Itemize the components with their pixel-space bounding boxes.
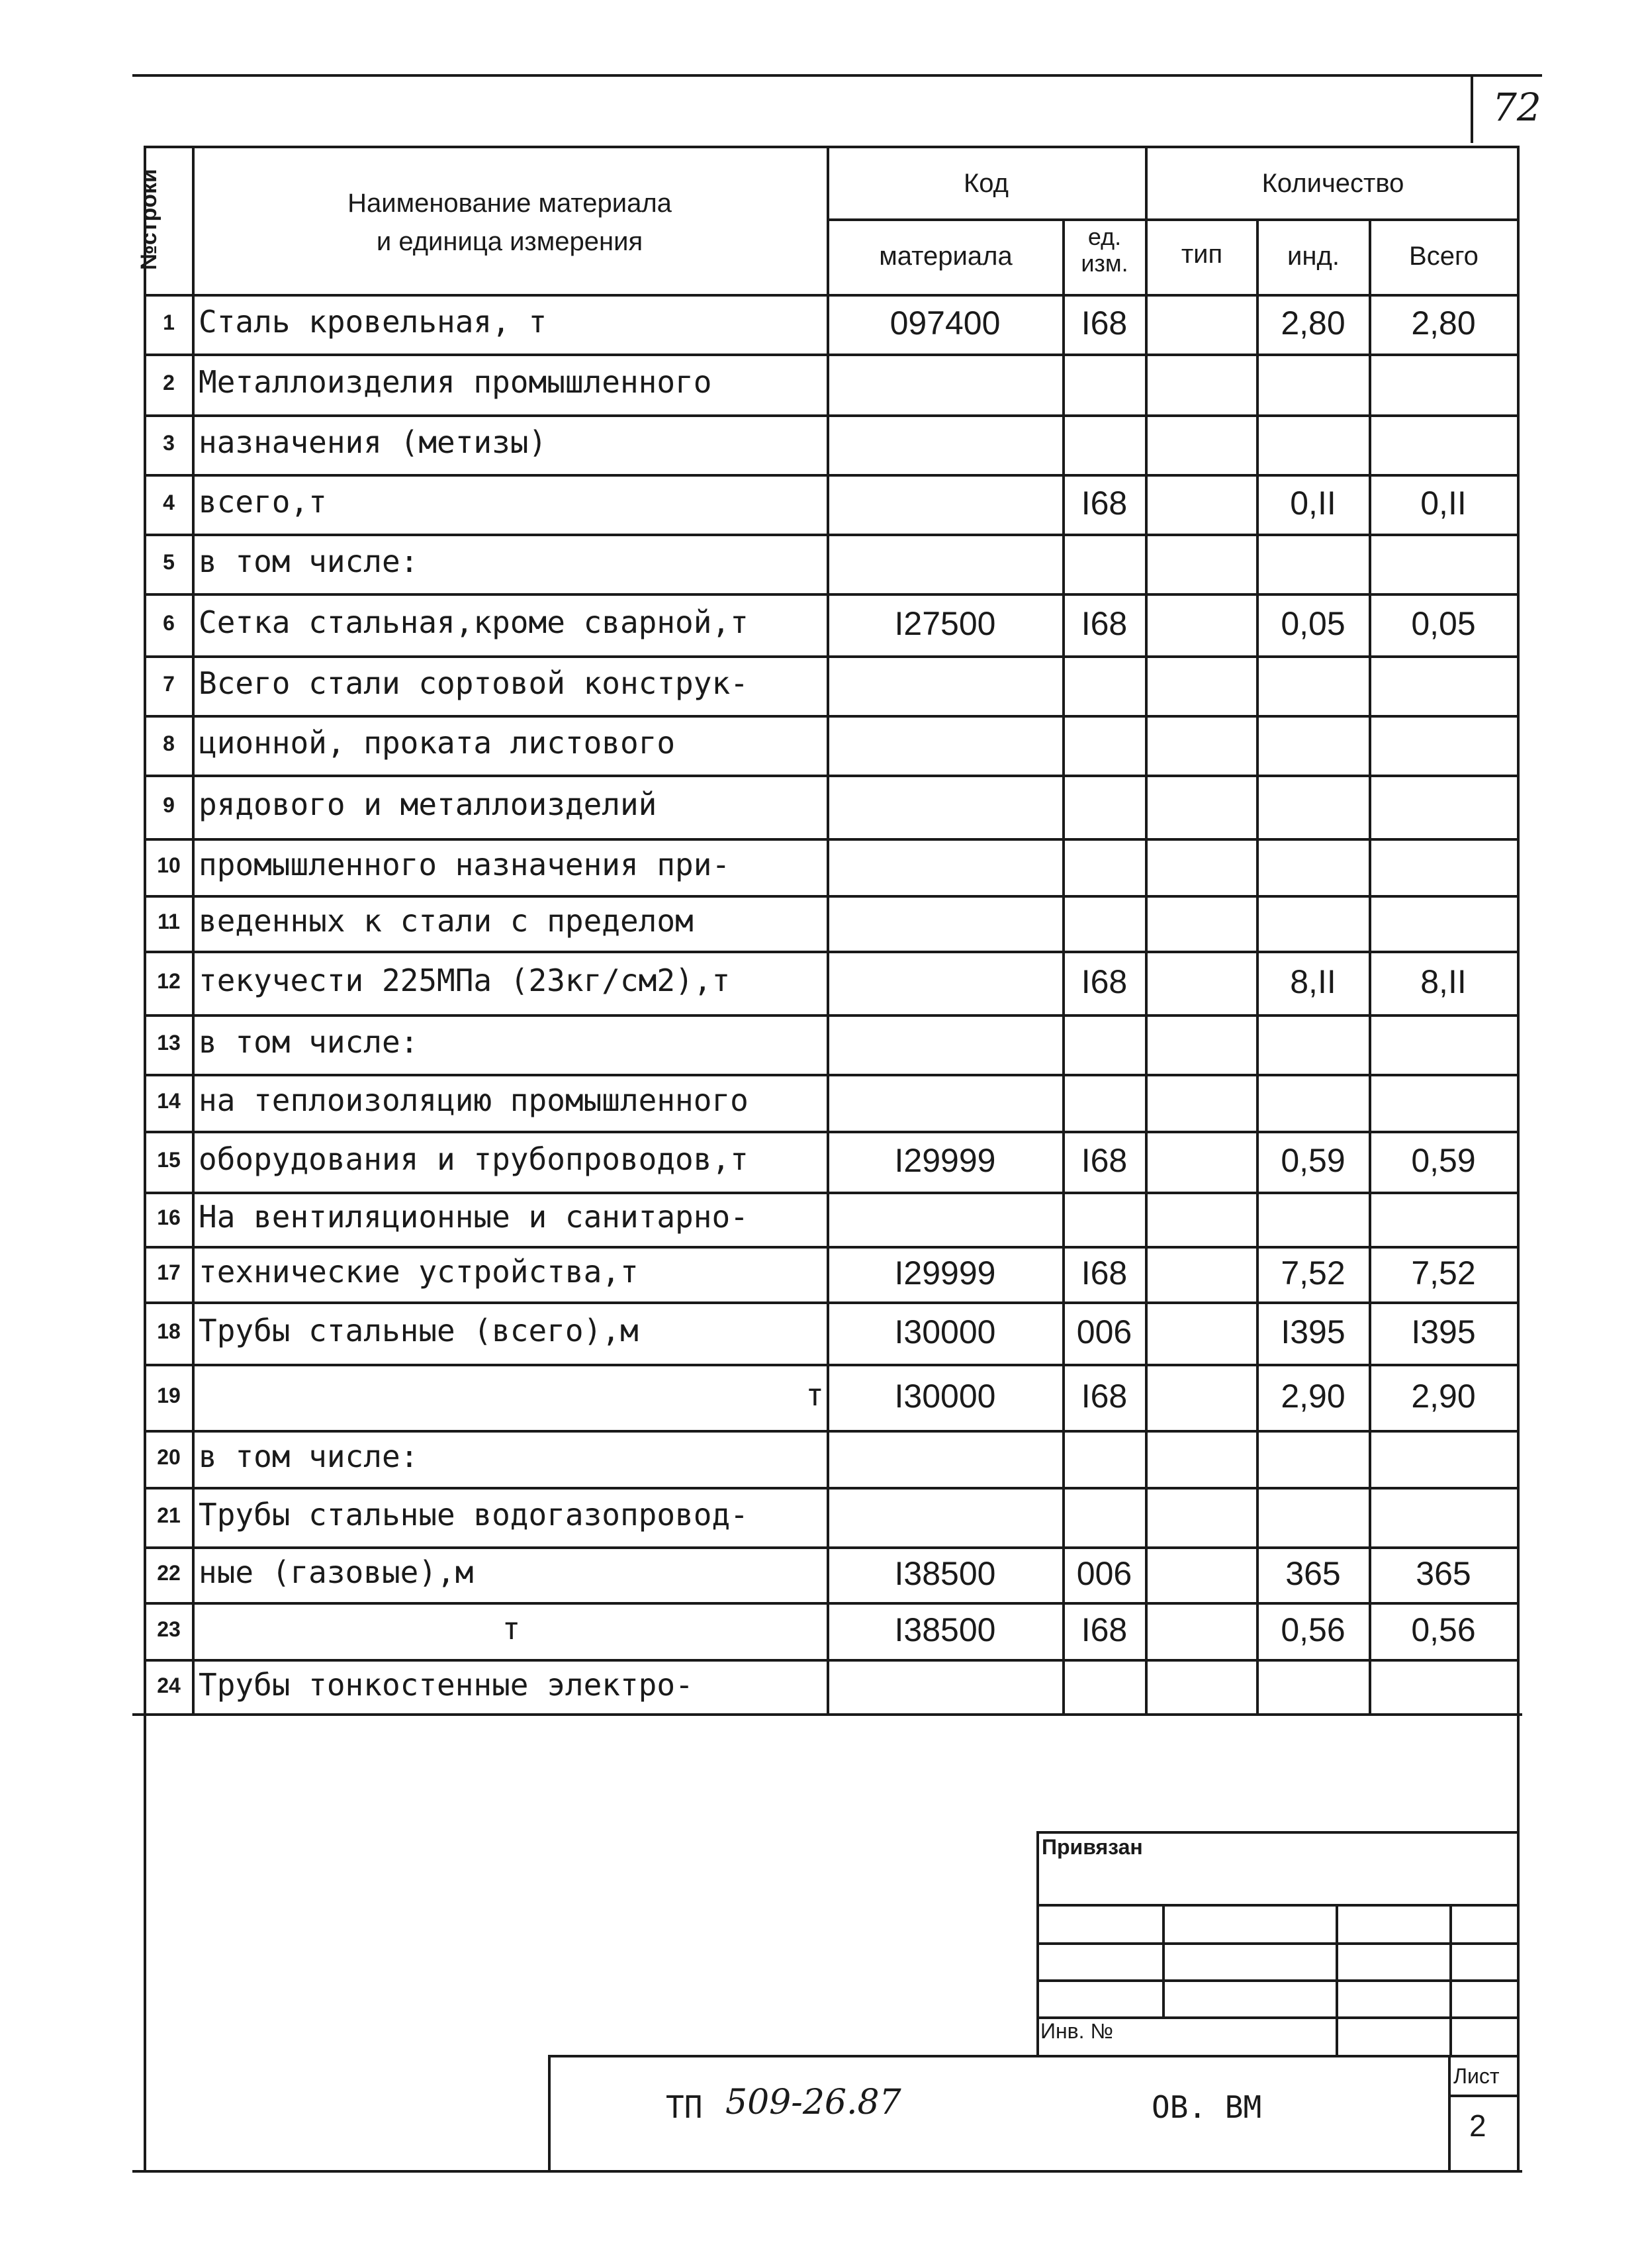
- row-divider-line: [144, 1014, 1520, 1017]
- row-number-cell: 8: [163, 732, 175, 755]
- material-name-cell: назначения (метизы): [199, 424, 547, 460]
- header-quantity: Количество: [1261, 169, 1404, 198]
- quantity-ind-cell: 0,56: [1281, 1611, 1346, 1648]
- top-border-line: [132, 74, 1542, 77]
- stamp-privyazan-top: [1036, 1831, 1520, 1834]
- row-divider-line: [144, 354, 1520, 356]
- material-code-cell: I29999: [894, 1142, 996, 1179]
- material-name-cell: Трубы стальные водогазопровод-: [199, 1497, 749, 1533]
- row-divider-line: [144, 1546, 1520, 1549]
- row-divider-line: [144, 951, 1520, 953]
- quantity-total-cell: 2,90: [1411, 1378, 1476, 1415]
- material-code-cell: I38500: [894, 1611, 996, 1648]
- row-number-cell: 6: [163, 611, 175, 635]
- table-row: [0, 715, 1522, 775]
- stamp-grid-line-2: [1036, 1942, 1520, 1945]
- row-number-cell: 10: [157, 853, 181, 877]
- header-qty-total: Всего: [1409, 242, 1479, 271]
- row-number-cell: 13: [157, 1031, 181, 1055]
- quantity-total-cell: 0,05: [1411, 605, 1476, 642]
- table-row: [0, 294, 1522, 354]
- stamp-grid-col-3: [1449, 1904, 1452, 2055]
- material-name-cell: в том числе:: [199, 543, 419, 579]
- material-name-cell: веденных к стали с пределом: [199, 903, 694, 939]
- material-name-cell: в том числе:: [199, 1024, 419, 1060]
- header-row-number: №строки: [136, 169, 161, 270]
- material-name-cell: ционной, проката листового: [199, 725, 676, 761]
- unit-code-cell: I68: [1081, 605, 1128, 642]
- quantity-ind-cell: I395: [1281, 1313, 1346, 1350]
- table-bottom-line: [132, 1713, 1522, 1716]
- header-code-unit: ед. изм.: [1081, 223, 1128, 277]
- material-name-cell: Металлоизделия промышленного: [199, 364, 712, 400]
- header-mid-line: [827, 218, 1520, 221]
- row-divider-line: [144, 1192, 1520, 1194]
- stamp-doc-code: ОВ. ВМ: [1152, 2089, 1262, 2125]
- stamp-grid-line-1: [1036, 1904, 1520, 1907]
- quantity-total-cell: 8,II: [1420, 963, 1467, 1000]
- stamp-main-left: [548, 2055, 551, 2171]
- table-row: [0, 354, 1522, 414]
- row-divider-line: [144, 655, 1520, 658]
- row-number-cell: 11: [158, 910, 180, 933]
- quantity-total-cell: I395: [1411, 1313, 1476, 1350]
- row-divider-line: [144, 1246, 1520, 1249]
- row-number-cell: 19: [157, 1384, 181, 1407]
- header-qty-type: тип: [1181, 240, 1223, 269]
- table-row: [0, 1246, 1522, 1301]
- stamp-sheet-mid: [1448, 2095, 1520, 2097]
- stamp-main-top: [548, 2055, 1520, 2057]
- material-code-cell: I38500: [894, 1555, 996, 1592]
- stamp-doc-number: 509-26.87: [725, 2083, 901, 2122]
- material-code-cell: I30000: [894, 1378, 996, 1415]
- material-name-cell: ные (газовые),м: [199, 1554, 474, 1590]
- quantity-ind-cell: 0,59: [1281, 1142, 1346, 1179]
- row-number-cell: 2: [163, 371, 175, 395]
- material-name-cell: технические устройства,т: [199, 1254, 639, 1290]
- table-row: [0, 1546, 1522, 1602]
- quantity-total-cell: 0,II: [1420, 485, 1467, 522]
- row-divider-line: [144, 1487, 1520, 1489]
- table-row: [0, 1014, 1522, 1074]
- stamp-grid-col-2: [1336, 1904, 1338, 2055]
- material-code-cell: 097400: [889, 305, 1001, 342]
- row-divider-line: [144, 838, 1520, 841]
- material-name-cell: Всего стали сортовой конструк-: [199, 665, 749, 701]
- quantity-total-cell: 365: [1416, 1555, 1471, 1592]
- header-name: [199, 184, 821, 261]
- quantity-ind-cell: 2,90: [1281, 1378, 1346, 1415]
- material-name-cell: текучести 225МПа (23кг/см2),т: [199, 963, 731, 998]
- quantity-ind-cell: 0,05: [1281, 605, 1346, 642]
- material-code-cell: I30000: [894, 1313, 996, 1350]
- unit-code-cell: I68: [1081, 485, 1128, 522]
- material-name-cell: на теплоизоляцию промышленного: [199, 1082, 749, 1118]
- row-divider-line: [144, 1074, 1520, 1076]
- row-number-cell: 16: [157, 1205, 181, 1229]
- material-name-cell: Трубы стальные (всего),м: [199, 1313, 639, 1348]
- row-divider-line: [144, 1301, 1520, 1304]
- quantity-ind-cell: 7,52: [1281, 1254, 1346, 1292]
- quantity-ind-cell: 2,80: [1281, 305, 1346, 342]
- table-row: [0, 1487, 1522, 1546]
- table-row: [0, 1131, 1522, 1192]
- row-number-cell: 17: [157, 1260, 181, 1284]
- row-divider-line: [144, 715, 1520, 718]
- unit-code-cell: 006: [1076, 1555, 1132, 1592]
- material-name-cell: Трубы тонкостенные электро-: [199, 1667, 694, 1703]
- row-divider-line: [144, 895, 1520, 898]
- header-code-material: материала: [879, 242, 1013, 271]
- material-name-cell: На вентиляционные и санитарно-: [199, 1199, 749, 1235]
- row-number-cell: 3: [163, 431, 175, 455]
- row-divider-line: [144, 1364, 1520, 1366]
- table-row: [0, 895, 1522, 951]
- header-qty-ind: инд.: [1287, 242, 1340, 271]
- row-number-cell: 23: [157, 1617, 181, 1641]
- material-code-cell: I29999: [894, 1254, 996, 1292]
- row-number-cell: 21: [157, 1503, 181, 1527]
- material-code-cell: I27500: [894, 605, 996, 642]
- row-number-cell: 12: [157, 969, 181, 993]
- row-number-cell: 4: [163, 491, 175, 514]
- material-name-cell: промышленного назначения при-: [199, 847, 731, 882]
- row-divider-line: [144, 1430, 1520, 1433]
- unit-code-cell: I68: [1081, 1611, 1128, 1648]
- quantity-total-cell: 0,56: [1411, 1611, 1476, 1648]
- material-name-cell: в том числе:: [199, 1439, 419, 1474]
- row-number-cell: 18: [157, 1319, 181, 1343]
- quantity-total-cell: 7,52: [1411, 1254, 1476, 1292]
- row-divider-line: [144, 414, 1520, 417]
- table-row: [0, 951, 1522, 1014]
- unit-code-cell: 006: [1076, 1313, 1132, 1350]
- row-number-cell: 14: [157, 1089, 181, 1113]
- page-bottom-line: [132, 2170, 1522, 2173]
- row-number-cell: 24: [157, 1674, 181, 1697]
- stamp-inv-label: Инв. №: [1040, 2019, 1113, 2043]
- page-number-divider: [1471, 74, 1473, 143]
- unit-code-cell: I68: [1081, 1254, 1128, 1292]
- table-row: [0, 1602, 1522, 1659]
- table-row: [0, 1074, 1522, 1131]
- row-divider-line: [144, 593, 1520, 596]
- row-number-cell: 22: [157, 1561, 181, 1585]
- table-row: [0, 1364, 1522, 1430]
- table-row: [0, 414, 1522, 474]
- unit-code-cell: I68: [1081, 1142, 1128, 1179]
- quantity-ind-cell: 0,II: [1290, 485, 1336, 522]
- row-number-cell: 1: [163, 310, 175, 334]
- row-number-cell: 7: [163, 672, 175, 696]
- stamp-grid-line-3: [1036, 1979, 1520, 1982]
- table-row: [0, 474, 1522, 534]
- material-name-cell: рядового и металлоизделий: [199, 786, 657, 822]
- row-divider-line: [144, 1131, 1520, 1133]
- stamp-privyazan-label: Привязан: [1042, 1835, 1143, 1859]
- unit-code-cell: I68: [1081, 963, 1128, 1000]
- stamp-sheet-divider: [1448, 2055, 1451, 2171]
- header-code: Код: [963, 169, 1009, 198]
- stamp-sheet-label: Лист: [1453, 2064, 1500, 2088]
- row-divider-line: [144, 1602, 1520, 1605]
- quantity-total-cell: 2,80: [1411, 305, 1476, 342]
- table-row: [0, 775, 1522, 838]
- stamp-doc-prefix: ТП: [666, 2089, 703, 2125]
- unit-code-cell: I68: [1081, 1378, 1128, 1415]
- table-row: [0, 593, 1522, 655]
- stamp-grid-col-1: [1162, 1904, 1165, 2016]
- row-divider-line: [144, 474, 1520, 477]
- material-name-cell: всего,т: [199, 484, 327, 520]
- stamp-sheet-number: 2: [1469, 2108, 1486, 2143]
- table-row: [0, 1659, 1522, 1715]
- table-row: [0, 1430, 1522, 1487]
- header-name-text: Наименование материала и единица измерения: [347, 189, 672, 256]
- row-number-cell: 9: [163, 793, 175, 817]
- row-divider-line: [144, 775, 1520, 777]
- material-name-cell: т: [502, 1611, 521, 1646]
- material-name-cell: оборудования и трубопроводов,т: [199, 1141, 749, 1177]
- header-top-line: [144, 146, 1520, 148]
- table-row: [0, 1301, 1522, 1364]
- table-row: [0, 534, 1522, 593]
- row-divider-line: [144, 1659, 1520, 1662]
- row-number-cell: 5: [163, 550, 175, 574]
- page-number: 72: [1492, 85, 1541, 130]
- table-row: [0, 655, 1522, 715]
- quantity-total-cell: 0,59: [1411, 1142, 1476, 1179]
- row-divider-line: [144, 534, 1520, 536]
- quantity-ind-cell: 8,II: [1290, 963, 1336, 1000]
- row-number-cell: 20: [157, 1445, 181, 1469]
- quantity-ind-cell: 365: [1285, 1555, 1341, 1592]
- material-name-cell: Сталь кровельная, т: [199, 304, 547, 340]
- unit-code-cell: I68: [1081, 305, 1128, 342]
- table-row: [0, 838, 1522, 895]
- material-name-cell: т: [805, 1377, 824, 1413]
- row-number-cell: 15: [157, 1148, 181, 1172]
- table-row: [0, 1192, 1522, 1246]
- material-name-cell: Сетка стальная,кроме сварной,т: [199, 604, 749, 640]
